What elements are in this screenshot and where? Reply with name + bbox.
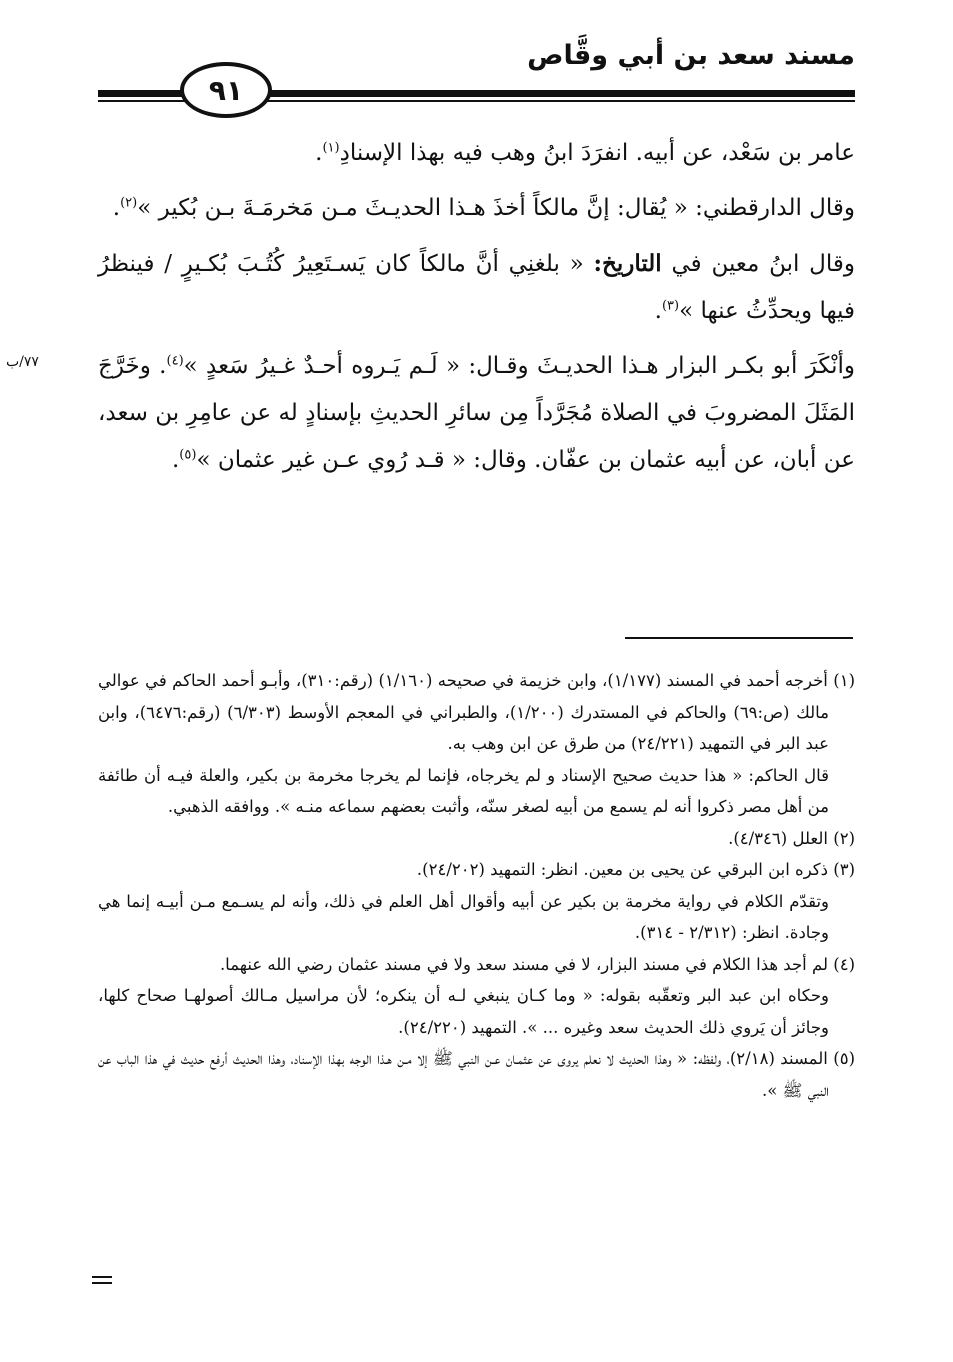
footnote-ref-4: (٤) (166, 353, 184, 369)
page-number: ٩١ (180, 62, 272, 118)
footnote-4: (٤) لم أجد هذا الكلام في مسند البزار، لا في مسند سعد ولا في مسند عثمان رضي الله عنهما. (219, 954, 855, 974)
footnote-1: (١) أخرجه أحمد في المسند (١/١٧٧)، وابن خزيمة في صحيحه (١/١٦٠) (رقم:٣١٠)، وأبـو أحمد الحاكم في عوالي مالك (ص:٦٩) والحاكم في المستدرك (١/٢٠٠)، والطبراني في المعجم الأوسط (٦/٣٠٣) (رقم:٦٤٧٦)، وابن عبد البر في التمهيد (٢٤/٢٢١) من طرق عن ابن وهب به. (98, 671, 855, 753)
paragraph-4 (98, 343, 855, 484)
footnote-1-continued: قال الحاكم: « هذا حديث صحيح الإسناد و لم يخرجاه، فإنما لم يخرجا مخرمة بن بكير، والعلة فيـه أن طائفة من أهل مصر ذكروا أنه لم يسمع من أبيه لصغر سنّه، وأثبت بعضهم سماعه منـه ». ووافقه الذهبي. (98, 765, 829, 816)
paragraph-1 (98, 130, 855, 177)
margin-folio-note: ٧٧/ب (6, 354, 39, 370)
paragraph-4-end: . (171, 447, 180, 473)
running-header-title: مسند سعد بن أبي وقَّاص (527, 40, 855, 71)
footnote-ref-2: (٢) (120, 195, 138, 211)
main-text (98, 130, 855, 492)
footnotes (98, 665, 855, 1106)
footnote-ref-1: (١) (322, 140, 340, 156)
paragraph-3-end: . (654, 298, 662, 324)
book-title-tarikh: التاريخ: (593, 250, 662, 277)
paragraph-2-end: . (112, 195, 121, 221)
page-end-mark (92, 1276, 112, 1288)
paragraph-3 (98, 240, 855, 335)
footnote-3: (٣) ذكره ابن البرقي عن يحيى بن معين. انظر: التمهيد (٢٤/٢٠٢). (416, 860, 855, 879)
footnote-4-continued: وحكاه ابن عبد البر وتعقّبه بقوله: « وما كـان ينبغي لـه أن ينكره؛ لأن مراسيل مـالك أصولهـا صحاح كلها، وجائز أن يَروي ذلك الحديث سعد وغيره ... ». التمهيد (٢٤/٢٢٠). (98, 986, 829, 1037)
paragraph-3-text: وقال ابنُ معين في (671, 251, 855, 277)
paragraph-3-quote: « بلغنِي أنَّ مالكاً كان يَسـتَعِيرُ كُتُـبَ بُكـيرٍ / فينظرُ فيها ويحدِّثُ عنها » (98, 251, 855, 324)
footnote-2: (٢) العلل (٤/٣٤٦). (728, 828, 855, 848)
paragraph-2 (98, 185, 855, 232)
paragraph-1-end: . (315, 140, 323, 166)
paragraph-2-text: وقال الدارقطني: « يُقال: إنَّ مالكاً أخذَ هـذا الحديـثَ مـن مَخرمَـةَ بـن بُكير » (137, 195, 855, 221)
footnote-ref-5: (٥) (179, 447, 197, 463)
footnote-5: (٥) المسند (٢/١٨)، ولفظه: « وهذا الحديث لا نعلم يروى عن عثمـان عـن النبي ﷺ إلا مـن هـذا الوجه بهذا الإسناد، وهذا الحديث أرفع حديث في هذا الباب عن النبي ﷺ ». (98, 1049, 855, 1100)
footnote-ref-3: (٣) (661, 298, 680, 314)
footnote-3-continued: وتقدّم الكلام في رواية مخرمة بن بكير عن أبيه وأقوال أهل العلم في ذلك، وأنه لم يسـمع مـن أبيـه إنما هي وجادة. انظر: (٢/٣١٢ - ٣١٤). (98, 891, 829, 942)
paragraph-1-text: عامر بن سَعْد، عن أبيه. انفرَدَ ابنُ وهب فيه بهذا الإسنادِ (339, 140, 855, 166)
paragraph-4-text: وأنْكَرَ أبو بكـر البزار هـذا الحديـثَ وقـال: « لَـم يَـروه أحـدٌ غـيرُ سَعدٍ » (183, 353, 855, 379)
footnote-separator (625, 637, 853, 639)
paragraph-4-rest: . وخَرَّجَ المَثَلَ المضروبَ في الصلاة مُجَرَّداً مِن سائرِ الحديثِ بإسنادٍ له عن عامِرِ بن سعد، عن أبان، عن أبيه عثمان بن عفّان. وقال: « قـد رُوي عـن غير عثمان » (98, 353, 855, 473)
